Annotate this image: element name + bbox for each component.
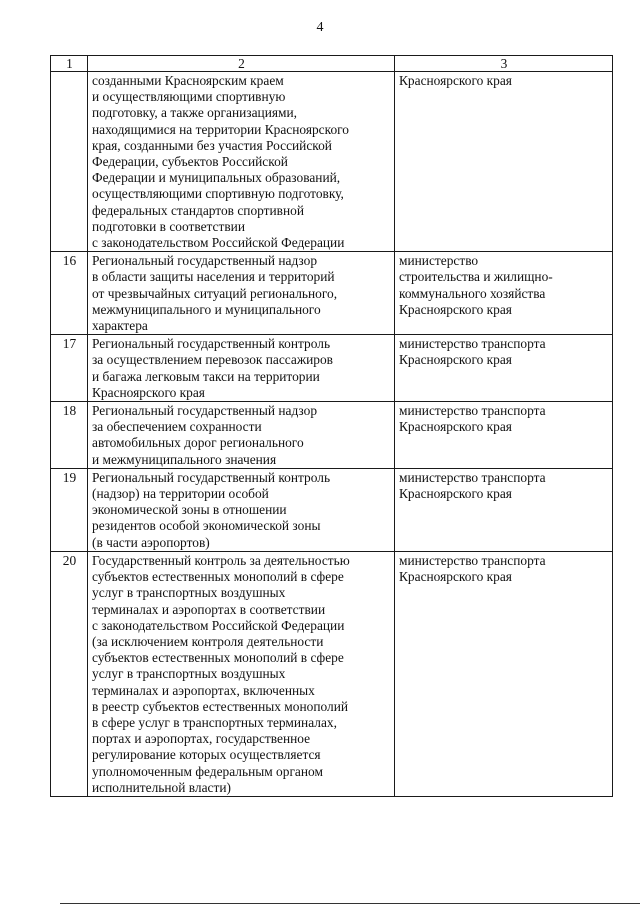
row-number: 20 (51, 551, 88, 796)
row-number (51, 72, 88, 252)
responsible-authority: министерство транспорта Красноярского края (395, 468, 613, 551)
row-number: 18 (51, 402, 88, 469)
row-number: 16 (51, 252, 88, 335)
responsible-authority: министерство транспорта Красноярского края (395, 402, 613, 469)
control-description: Региональный государственный надзор в области защиты населения и территорий от чрезвычайных ситуаций регионального, межмуниципального и муниципального характера (88, 252, 395, 335)
row-number: 17 (51, 335, 88, 402)
column-header-number: 1 (51, 56, 88, 72)
row-number: 19 (51, 468, 88, 551)
control-description: созданными Красноярским краем и осуществляющими спортивную подготовку, а также организациями, находящимися на территории Красноярского края, созданными без участия Российской Федерации, субъектов Российской Федерации и муниципальных образований, осуществляющими спортивную подготовку, федеральных стандартов спортивной подготовки в соответствии с законодательством Российской Федерации (88, 72, 395, 252)
control-description: Региональный государственный надзор за обеспечением сохранности автомобильных дорог регионального и межмуниципального значения (88, 402, 395, 469)
control-description: Региональный государственный контроль (надзор) на территории особой экономической зоны в отношении резидентов особой экономической зоны (в части аэропортов) (88, 468, 395, 551)
responsible-authority: Красноярского края (395, 72, 613, 252)
column-header-control-type: 2 (88, 56, 395, 72)
table-header-row (51, 56, 613, 72)
column-header-authority: 3 (395, 56, 613, 72)
table-row (51, 252, 613, 335)
table-row (51, 335, 613, 402)
regulation-table (50, 55, 613, 797)
table-row (51, 72, 613, 252)
responsible-authority: министерство транспорта Красноярского края (395, 335, 613, 402)
table-row (51, 402, 613, 469)
control-description: Региональный государственный контроль за осуществлением перевозок пассажиров и багажа легковым такси на территории Красноярского края (88, 335, 395, 402)
table-row (51, 551, 613, 796)
page-bottom-divider (60, 903, 640, 904)
page-number: 4 (316, 20, 324, 35)
responsible-authority: министерство строительства и жилищно- коммунального хозяйства Красноярского края (395, 252, 613, 335)
control-description: Государственный контроль за деятельностью субъектов естественных монополий в сфере услуг в транспортных воздушных терминалах и аэропортах в соответствии с законодательством Российской Федерации (за исключением контроля деятельности субъектов естественных монополий в сфере услуг в транспортных воздушных терминалах и аэропортах, включенных в реестр субъектов естественных монополий в сфере услуг в транспортных терминалах, портах и аэропортах, государственное регулирование которых осуществляется уполномоченным федеральным органом исполнительной власти) (88, 551, 395, 796)
responsible-authority: министерство транспорта Красноярского края (395, 551, 613, 796)
table-row (51, 468, 613, 551)
